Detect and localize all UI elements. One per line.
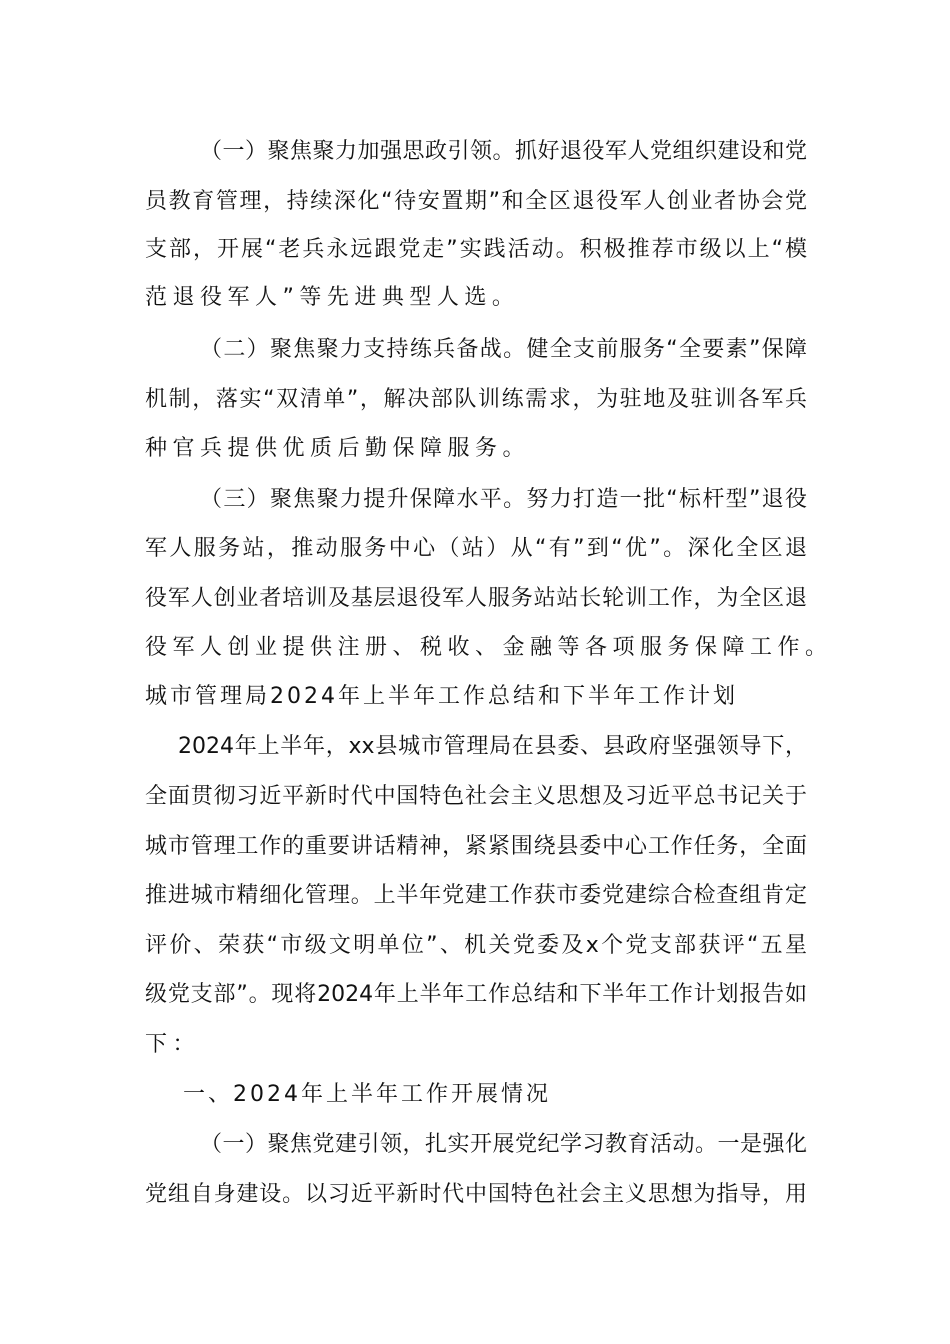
- paragraph-line: 员教育管理，持续深化“待安置期”和全区退役军人创业者协会党: [145, 189, 807, 214]
- paragraph-line: （二）聚焦聚力支持练兵备战。健全支前服务“全要素”保障: [200, 337, 807, 362]
- paragraph-line: 范退役军人”等先进典型人选。: [145, 285, 520, 310]
- paragraph-line: 役军人创业提供注册、税收、金融等各项服务保障工作。: [145, 635, 833, 660]
- paragraph-line: （三）聚焦聚力提升保障水平。努力打造一批“标杆型”退役: [200, 487, 807, 512]
- paragraph-line: （一）聚焦党建引领，扎实开展党纪学习教育活动。一是强化: [200, 1132, 807, 1157]
- paragraph-line: 种官兵提供优质后勤保障服务。: [145, 436, 531, 461]
- section-heading: 一、2024年上半年工作开展情况: [183, 1082, 551, 1107]
- paragraph-line: 役军人创业者培训及基层退役军人服务站站长轮训工作，为全区退: [145, 586, 807, 611]
- paragraph-line: 全面贯彻习近平新时代中国特色社会主义思想及习近平总书记关于: [145, 784, 807, 809]
- paragraph-line: 2024年上半年，xx县城市管理局在县委、县政府坚强领导下，: [178, 734, 807, 759]
- paragraph-line: 评价、荣获“市级文明单位”、机关党委及x个党支部获评“五星: [145, 933, 807, 958]
- document-title: 城市管理局2024年上半年工作总结和下半年工作计划: [145, 684, 738, 709]
- paragraph-line: 党组自身建设。以习近平新时代中国特色社会主义思想为指导，用: [145, 1182, 807, 1207]
- paragraph-line: 支部，开展“老兵永远跟党走”实践活动。积极推荐市级以上“模: [145, 237, 807, 262]
- paragraph-line: 下：: [145, 1032, 201, 1057]
- paragraph-line: 级党支部”。现将2024年上半年工作总结和下半年工作计划报告如: [145, 982, 807, 1007]
- paragraph-line: （一）聚焦聚力加强思政引领。抓好退役军人党组织建设和党: [200, 139, 807, 164]
- paragraph-line: 机制，落实“双清单”，解决部队训练需求，为驻地及驻训各军兵: [145, 387, 807, 412]
- paragraph-line: 推进城市精细化管理。上半年党建工作获市委党建综合检查组肯定: [145, 883, 807, 908]
- paragraph-line: 军人服务站，推动服务中心（站）从“有”到“优”。深化全区退: [145, 536, 807, 561]
- paragraph-line: 城市管理工作的重要讲话精神，紧紧围绕县委中心工作任务，全面: [145, 834, 807, 859]
